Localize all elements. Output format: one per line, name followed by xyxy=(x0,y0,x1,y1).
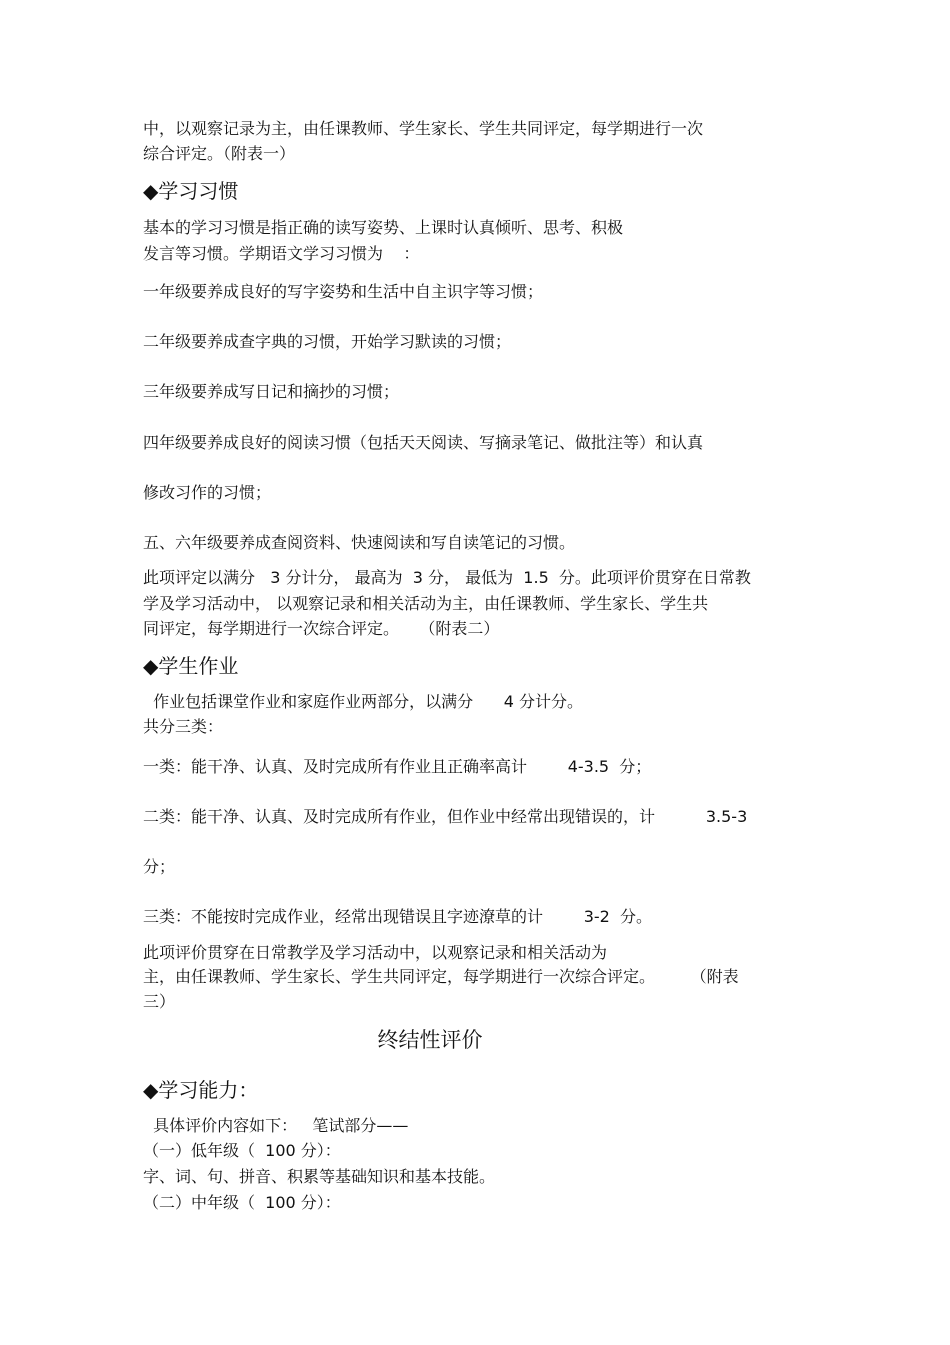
paragraph-line: 具体评价内容如下： 笔试部分—— xyxy=(143,1116,409,1135)
paragraph-line: 共分三类： xyxy=(143,717,224,736)
section-heading-homework: ◆学生作业 xyxy=(143,654,239,678)
paragraph-line: 基本的学习习惯是指正确的读写姿势、上课时认真倾听、思考、积极 xyxy=(143,218,624,237)
paragraph-line: 中，以观察记录为主，由任课教师、学生家长、学生共同评定，每学期进行一次 xyxy=(143,119,704,138)
paragraph-line: 学及学习活动中， 以观察记录和相关活动为主，由任课教师、学生家长、学生共 xyxy=(143,594,709,613)
paragraph-line: 此项评定以满分 3 分计分， 最高为 3 分， 最低为 1.5 分。此项评价贯穿在日常教 xyxy=(143,568,751,587)
paragraph-line: 三类：不能按时完成作业，经常出现错误且字迹潦草的计 3-2 分。 xyxy=(143,907,652,926)
paragraph-line: （一）低年级（ 100 分）： xyxy=(143,1141,341,1160)
paragraph-line: 修改习作的习惯； xyxy=(143,483,272,502)
paragraph-line: 三年级要养成写日记和摘抄的习惯； xyxy=(143,382,400,401)
paragraph-line: 一类：能干净、认真、及时完成所有作业且正确率高计 4-3.5 分； xyxy=(143,757,652,776)
paragraph-line: 此项评价贯穿在日常教学及学习活动中，以观察记录和相关活动为 xyxy=(143,943,608,962)
paragraph-line: 发言等习惯。学期语文学习习惯为 ： xyxy=(143,244,420,263)
section-heading-ability: ◆学习能力： xyxy=(143,1078,259,1102)
paragraph-line: 二类：能干净、认真、及时完成所有作业，但作业中经常出现错误的，计 3.5-3 xyxy=(143,807,748,826)
paragraph-line: 字、词、句、拼音、积累等基础知识和基本技能。 xyxy=(143,1167,496,1186)
paragraph-line: 主，由任课教师、学生家长、学生共同评定，每学期进行一次综合评定。 （附表 xyxy=(143,967,739,986)
paragraph-line: 作业包括课堂作业和家庭作业两部分，以满分 4 分计分。 xyxy=(143,692,583,711)
paragraph-line: 综合评定。（附表一） xyxy=(143,144,296,163)
paragraph-line: 四年级要养成良好的阅读习惯（包括天天阅读、写摘录笔记、做批注等）和认真 xyxy=(143,433,704,452)
paragraph-line: 一年级要养成良好的写字姿势和生活中自主识字等习惯； xyxy=(143,282,544,301)
paragraph-line: 三） xyxy=(143,992,176,1011)
paragraph-line: （二）中年级（ 100 分）： xyxy=(143,1193,341,1212)
paragraph-line: 同评定，每学期进行一次综合评定。 （附表二） xyxy=(143,619,500,638)
section-title-summative: 终结性评价 xyxy=(377,1028,483,1052)
paragraph-line: 分； xyxy=(143,857,176,876)
paragraph-line: 五、六年级要养成查阅资料、快速阅读和写自读笔记的习惯。 xyxy=(143,533,576,552)
section-heading-habits: ◆学习习惯 xyxy=(143,179,239,203)
paragraph-line: 二年级要养成查字典的习惯，开始学习默读的习惯； xyxy=(143,332,512,351)
